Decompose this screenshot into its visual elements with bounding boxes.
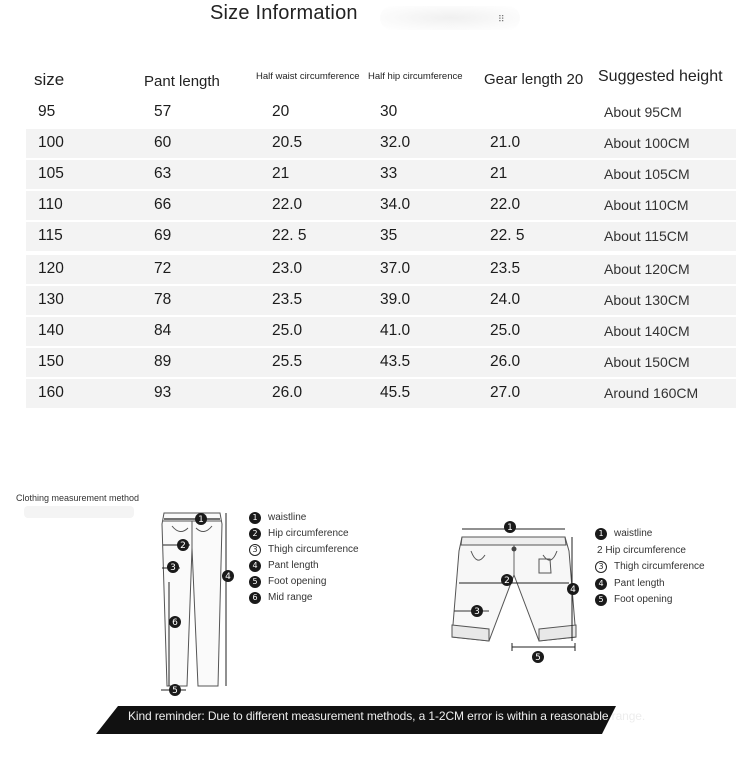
cell-height: About 120CM <box>604 261 690 277</box>
legend-number-icon: 5 <box>595 594 607 606</box>
table-body <box>26 98 736 408</box>
shorts-legend <box>595 526 705 609</box>
cell-size: 115 <box>38 227 63 244</box>
pants-marker-1-label: 1 <box>198 515 204 525</box>
table-row <box>26 317 736 346</box>
cell-size: 105 <box>38 165 64 182</box>
legend-number-icon: 6 <box>249 592 261 604</box>
legend-item <box>595 576 705 593</box>
cell-waist: 22.0 <box>272 196 303 213</box>
cell-size: 120 <box>38 260 64 277</box>
header-gear-length: Gear length 20 <box>484 71 584 88</box>
cell-waist: 26.0 <box>272 384 303 401</box>
pants-diagram <box>150 508 245 698</box>
legend-label: Pant length <box>268 560 319 571</box>
cell-waist: 23.5 <box>272 291 303 308</box>
legend-item <box>595 592 705 609</box>
cell-gear: 21 <box>490 165 508 182</box>
cell-hip: 34.0 <box>380 196 411 213</box>
cell-hip: 39.0 <box>380 291 411 308</box>
legend-label: Foot opening <box>268 576 327 587</box>
legend-item <box>249 526 359 542</box>
legend-label: 2 Hip circumference <box>597 544 686 556</box>
table-row <box>26 222 736 251</box>
cell-hip: 43.5 <box>380 353 411 370</box>
cell-height: About 110CM <box>604 197 689 213</box>
cell-height: About 105CM <box>604 166 690 182</box>
legend-number-icon: 5 <box>249 576 261 588</box>
cell-pant: 78 <box>154 291 172 308</box>
legend-number-icon: 4 <box>249 560 261 572</box>
page-title: Size Information <box>210 2 358 24</box>
shorts-marker-3-label: 3 <box>474 607 480 617</box>
legend-number-icon: 3 <box>595 561 607 573</box>
legend-number-icon: 2 <box>249 528 261 540</box>
cell-pant: 69 <box>154 227 172 244</box>
cell-height: Around 160CM <box>604 385 699 401</box>
cell-hip: 33 <box>380 165 398 182</box>
cell-pant: 84 <box>154 322 172 339</box>
legend-label: Thigh circumference <box>614 561 705 572</box>
legend-item <box>595 526 705 543</box>
cell-hip: 45.5 <box>380 384 411 401</box>
cell-size: 95 <box>38 103 56 120</box>
shorts-diagram <box>445 515 585 665</box>
cell-pant: 57 <box>154 103 172 120</box>
shorts-marker-2-label: 2 <box>504 576 510 586</box>
pants-marker-3-label: 3 <box>170 563 176 573</box>
label-smudge <box>24 506 134 518</box>
table-row <box>26 160 736 189</box>
shorts-marker-5-label: 5 <box>535 653 541 663</box>
legend-item <box>249 510 359 526</box>
legend-item <box>249 574 359 590</box>
header-suggested-height: Suggested height <box>598 68 723 85</box>
legend-number-icon: 4 <box>595 578 607 590</box>
cell-gear: 25.0 <box>490 322 521 339</box>
cell-height: About 140CM <box>604 323 690 339</box>
table-row <box>26 379 736 408</box>
measurement-method-label: Clothing measurement method <box>16 493 140 503</box>
header-pant-length: Pant length <box>144 73 220 90</box>
legend-item <box>249 558 359 574</box>
cell-waist: 22. 5 <box>272 227 307 244</box>
cell-size: 130 <box>38 291 64 308</box>
cell-hip: 37.0 <box>380 260 411 277</box>
table-row <box>26 129 736 158</box>
table-row <box>26 255 736 284</box>
cell-pant: 93 <box>154 384 172 401</box>
pants-marker-2-label: 2 <box>180 541 186 551</box>
legend-number-icon: 3 <box>249 544 261 556</box>
legend-label: waistline <box>614 528 653 539</box>
cell-height: About 100CM <box>604 135 690 151</box>
cell-height: About 95CM <box>604 104 682 120</box>
legend-item <box>595 559 705 576</box>
size-table <box>26 66 736 410</box>
cell-pant: 66 <box>154 196 172 213</box>
cell-gear: 24.0 <box>490 291 521 308</box>
cell-waist: 21 <box>272 165 290 182</box>
cell-waist: 25.0 <box>272 322 303 339</box>
cell-size: 160 <box>38 384 64 401</box>
cell-waist: 20 <box>272 103 290 120</box>
header-half-waist: Half waist circumference <box>256 71 360 82</box>
table-row <box>26 286 736 315</box>
cell-gear: 23.5 <box>490 260 521 277</box>
cell-height: About 115CM <box>604 228 689 244</box>
cell-pant: 89 <box>154 353 172 370</box>
reminder-text: Kind reminder: Due to different measurement methods, a 1-2CM error is within a reasonable range. <box>128 709 646 723</box>
cell-waist: 20.5 <box>272 134 303 151</box>
cell-gear: 21.0 <box>490 134 521 151</box>
cell-gear: 26.0 <box>490 353 521 370</box>
legend-number-icon: 1 <box>249 512 261 524</box>
pants-legend <box>249 510 359 606</box>
cell-size: 110 <box>38 196 63 213</box>
cell-pant: 63 <box>154 165 172 182</box>
legend-number-icon: 1 <box>595 528 607 540</box>
cell-pant: 60 <box>154 134 172 151</box>
table-row <box>26 98 736 127</box>
shorts-marker-4-label: 4 <box>570 585 576 595</box>
legend-label: Hip circumference <box>268 528 349 539</box>
cell-pant: 72 <box>154 260 172 277</box>
pants-marker-4-label: 4 <box>225 572 231 582</box>
cell-height: About 130CM <box>604 292 690 308</box>
table-row <box>26 348 736 377</box>
legend-item <box>595 543 705 560</box>
legend-item <box>249 590 359 606</box>
cell-gear: 22.0 <box>490 196 521 213</box>
legend-label: Thigh circumference <box>268 544 359 555</box>
cell-hip: 41.0 <box>380 322 411 339</box>
cell-hip: 30 <box>380 103 398 120</box>
cell-size: 100 <box>38 134 64 151</box>
table-header <box>26 66 736 98</box>
cell-waist: 25.5 <box>272 353 303 370</box>
cell-hip: 32.0 <box>380 134 411 151</box>
legend-label: waistline <box>268 512 307 523</box>
pants-marker-6-label: 6 <box>172 618 178 628</box>
cell-height: About 150CM <box>604 354 690 370</box>
cell-size: 150 <box>38 353 64 370</box>
shorts-marker-1-label: 1 <box>507 523 513 533</box>
pants-marker-5-label: 5 <box>172 686 178 696</box>
grid-dots-icon: ⠿ <box>498 14 505 24</box>
cell-hip: 35 <box>380 227 398 244</box>
header-half-hip: Half hip circumference <box>368 71 463 82</box>
cell-waist: 23.0 <box>272 260 303 277</box>
header-size: size <box>34 70 65 89</box>
cell-size: 140 <box>38 322 64 339</box>
cell-gear: 27.0 <box>490 384 521 401</box>
legend-label: Mid range <box>268 592 313 603</box>
legend-label: Foot opening <box>614 594 673 605</box>
legend-item <box>249 542 359 558</box>
cell-gear: 22. 5 <box>490 227 525 244</box>
table-row <box>26 191 736 220</box>
legend-label: Pant length <box>614 577 665 589</box>
